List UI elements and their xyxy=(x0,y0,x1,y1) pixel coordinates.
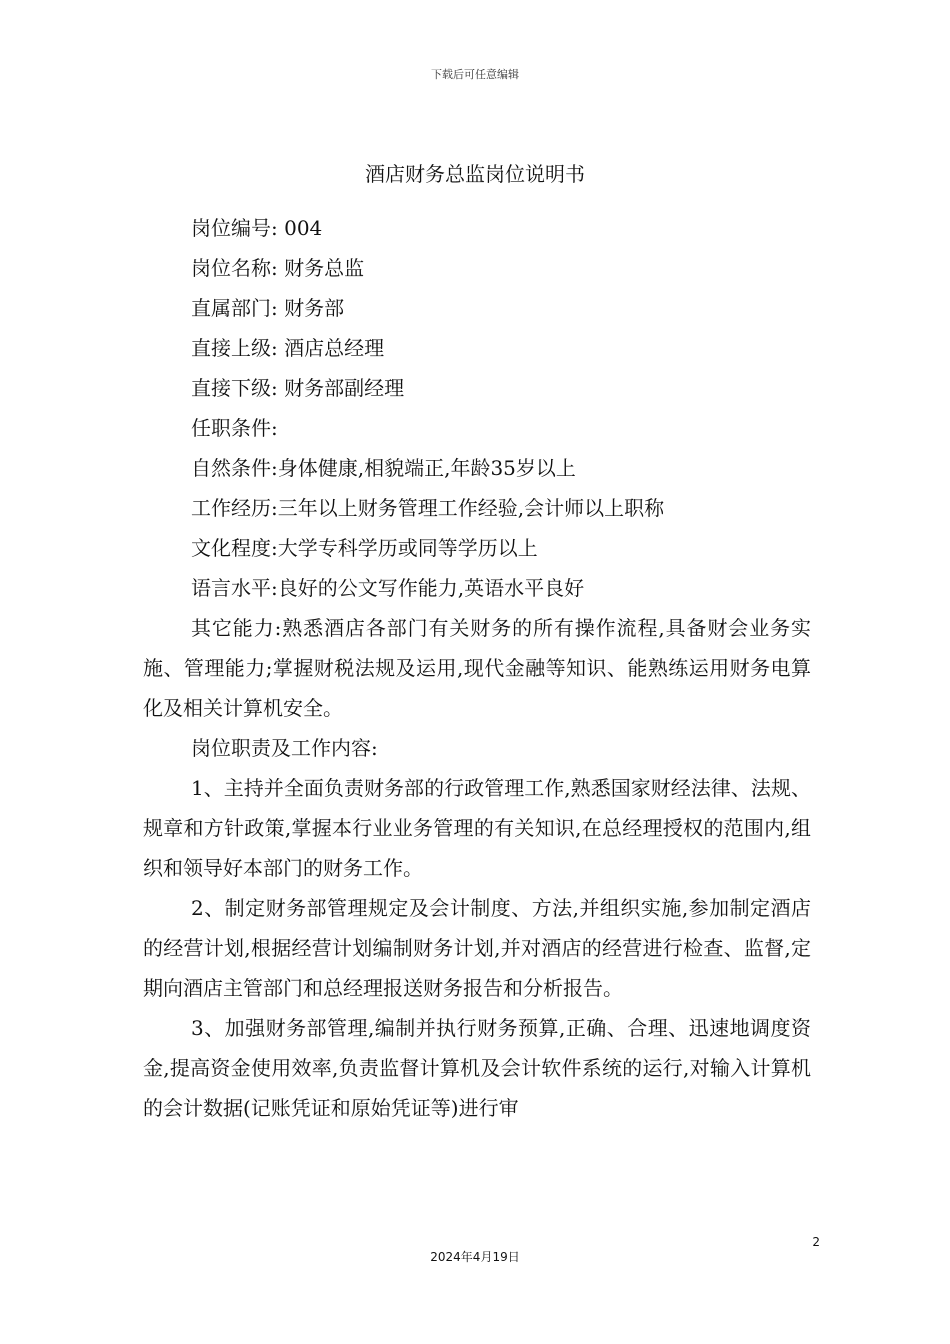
field-department: 直属部门: 财务部 xyxy=(191,296,345,320)
duty-item-3: 3、加强财务部管理,编制并执行财务预算,正确、合理、迅速地调度资金,提高资金使用效率,负责监督计算机及会计软件系统的运行,对输入计算机的会计数据(记账凭证和原始凭证等)进行审 xyxy=(143,1016,811,1120)
document-body xyxy=(143,208,811,1128)
field-education: 文化程度:大学专科学历或同等学历以上 xyxy=(191,536,538,560)
field-language: 语言水平:良好的公文写作能力,英语水平良好 xyxy=(191,576,585,600)
duties-heading: 岗位职责及工作内容: xyxy=(191,736,378,760)
field-position-name: 岗位名称: 财务总监 xyxy=(191,256,365,280)
duty-item-2: 2、制定财务部管理规定及会计制度、方法,并组织实施,参加制定酒店的经营计划,根据经营计划编制财务计划,并对酒店的经营进行检查、监督,定期向酒店主管部门和总经理报送财务报告和分析报告。 xyxy=(143,896,811,1000)
field-direct-subordinate: 直接下级: 财务部副经理 xyxy=(191,376,405,400)
duty-item-1: 1、主持并全面负责财务部的行政管理工作,熟悉国家财经法律、法规、规章和方针政策,掌握本行业业务管理的有关知识,在总经理授权的范围内,组织和领导好本部门的财务工作。 xyxy=(143,776,811,880)
header-note: 下载后可任意编辑 xyxy=(431,68,519,81)
page-number: 2 xyxy=(812,1235,820,1249)
field-work-experience: 工作经历:三年以上财务管理工作经验,会计师以上职称 xyxy=(191,496,665,520)
field-direct-superior: 直接上级: 酒店总经理 xyxy=(191,336,385,360)
field-requirements-heading: 任职条件: xyxy=(191,416,278,440)
document-title: 酒店财务总监岗位说明书 xyxy=(365,162,585,186)
field-position-code: 岗位编号: 004 xyxy=(191,216,323,240)
footer-date: 2024年4月19日 xyxy=(430,1250,520,1264)
field-natural-conditions: 自然条件:身体健康,相貌端正,年龄35岁以上 xyxy=(191,456,576,480)
paragraph-other-ability: 其它能力:熟悉酒店各部门有关财务的所有操作流程,具备财会业务实施、管理能力;掌握财税法规及运用,现代金融等知识、能熟练运用财务电算化及相关计算机安全。 xyxy=(143,616,811,720)
